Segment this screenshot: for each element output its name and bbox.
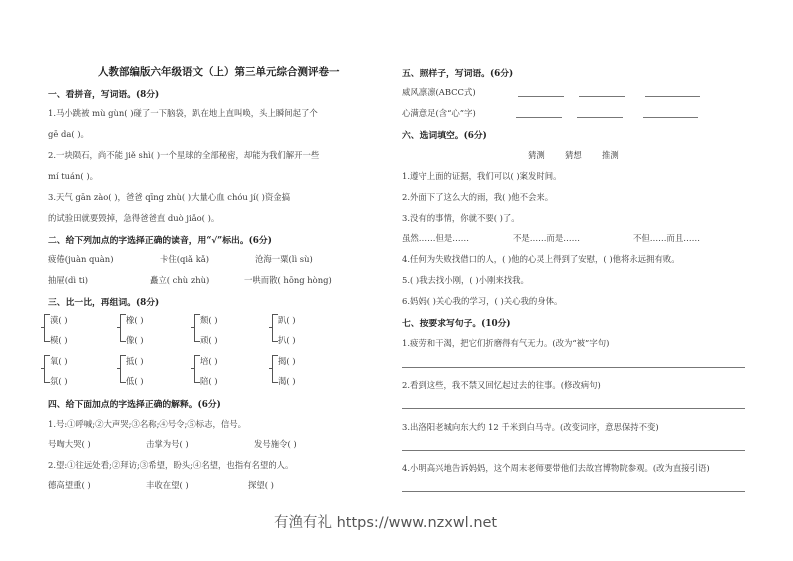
s6-line: 4.任何为失败找借口的人，( )他的心灵上得到了安慰，( )他将永远拥有败。 bbox=[402, 254, 680, 264]
s4-item[interactable]: 探望( ) bbox=[248, 480, 274, 490]
s3-word[interactable]: 抵( ) bbox=[126, 356, 144, 366]
s5-row-1-label: 威风凛凛(ABCC式) bbox=[402, 87, 476, 97]
s3-word[interactable]: 趴( ) bbox=[278, 315, 296, 325]
s3-word[interactable]: 模( ) bbox=[50, 335, 68, 345]
s7-item: 3.出洛阳老城向东大约 12 千米到白马寺。(改变词序，意思保持不变) bbox=[402, 422, 659, 432]
s3-word[interactable]: 氧( ) bbox=[50, 356, 68, 366]
s4-item[interactable]: 发号施令( ) bbox=[254, 439, 297, 449]
s4-def-1: 1.号:①呼喊;②大声哭;③名称;④号令;⑤标志，信号。 bbox=[48, 419, 246, 429]
section-1-heading: 一、看拼音，写词语。(8分) bbox=[48, 90, 160, 100]
s3-word[interactable]: 颓( ) bbox=[200, 315, 218, 325]
s7-answer-line[interactable] bbox=[402, 491, 745, 492]
watermark: 有渔有礼 https://www.nzxwl.net bbox=[274, 515, 498, 531]
section-7-heading: 七、按要求写句子。(10分) bbox=[402, 319, 511, 329]
s5-answer-blank[interactable] bbox=[518, 95, 564, 97]
s2-item[interactable]: 一哄而散( hōng hòng) bbox=[244, 275, 332, 285]
s3-word[interactable]: 培( ) bbox=[200, 356, 218, 366]
s2-item[interactable]: 卡住(qiǎ kǎ) bbox=[160, 254, 210, 264]
s3-word[interactable]: 橡( ) bbox=[126, 315, 144, 325]
s4-item[interactable]: 击掌为号( ) bbox=[146, 439, 189, 449]
s7-answer-line[interactable] bbox=[402, 367, 745, 368]
s7-answer-line[interactable] bbox=[402, 408, 745, 409]
s3-word[interactable]: 漠( ) bbox=[50, 315, 68, 325]
s2-item[interactable]: 沧海一粟(lì sù) bbox=[255, 254, 313, 264]
s5-answer-blank[interactable] bbox=[643, 116, 698, 118]
s3-word[interactable]: 顽( ) bbox=[200, 335, 218, 345]
s6-line: 3.没有的事情，你就不要( )了。 bbox=[402, 213, 520, 223]
s3-word[interactable]: 陪( ) bbox=[200, 376, 218, 386]
s4-item[interactable]: 号啕大哭( ) bbox=[48, 439, 91, 449]
s1-line-4: mí tuán( )。 bbox=[48, 171, 99, 181]
s6-conj: 不是……而是…… bbox=[513, 233, 580, 243]
s3-word[interactable]: 氛( ) bbox=[50, 376, 68, 386]
s6-line: 5.( )我去找小刚，( )小刚来找我。 bbox=[402, 275, 529, 285]
s5-answer-blank[interactable] bbox=[645, 95, 700, 97]
s6-line: 2.外面下了这么大的雨，我( )他不会来。 bbox=[402, 192, 554, 202]
s3-word[interactable]: 低( ) bbox=[126, 376, 144, 386]
s6-conj: 不但……而且…… bbox=[633, 233, 700, 243]
s3-word[interactable]: 渴( ) bbox=[278, 376, 296, 386]
section-6-heading: 六、选词填空。(6分) bbox=[402, 131, 487, 141]
s5-answer-blank[interactable] bbox=[579, 95, 625, 97]
page-title: 人教部编版六年级语文（上）第三单元综合测评卷一 bbox=[98, 66, 340, 78]
section-5-heading: 五、照样子，写词语。(6分) bbox=[402, 69, 514, 79]
s7-item: 1.疲劳和干渴，把它们折磨得有气无力。(改为“被”字句) bbox=[402, 338, 610, 348]
s5-answer-blank[interactable] bbox=[577, 116, 623, 118]
s2-item[interactable]: 抽屉(dì ti) bbox=[48, 275, 89, 285]
section-4-heading: 四、给下面加点的字选择正确的解释。(6分) bbox=[48, 400, 221, 410]
s4-item[interactable]: 德高望重( ) bbox=[48, 480, 91, 490]
s6-conj: 虽然……但是…… bbox=[402, 233, 469, 243]
s7-answer-line[interactable] bbox=[402, 450, 745, 451]
s3-word[interactable]: 像( ) bbox=[126, 335, 144, 345]
s1-line-3: 2.一块陨石，尚不能 jiě shì( )一个星球的全部秘密，却能为我们解开一些 bbox=[48, 150, 320, 160]
section-3-heading: 三、比一比，再组词。(8分) bbox=[48, 298, 160, 308]
s1-line-6: 的试验田就要毁掉，急得爸爸直 duò jiǎo( )。 bbox=[48, 213, 220, 223]
s5-answer-blank[interactable] bbox=[516, 116, 562, 118]
s6-word: 猜测 bbox=[528, 150, 545, 160]
s2-item[interactable]: 疲倦(juàn quàn) bbox=[48, 254, 114, 264]
s7-item: 4.小明高兴地告诉妈妈，这个周末老师要带他们去故宫博物院参观。(改为直接引语) bbox=[402, 463, 710, 473]
s1-line-1: 1.马小跳被 mù gùn( )碰了一下脑袋，趴在地上直叫唤，头上瞬间起了个 bbox=[48, 108, 318, 118]
section-2-heading: 二、给下列加点的字选择正确的读音，用“√”标出。(6分) bbox=[48, 236, 272, 246]
s6-word: 猜想 bbox=[565, 150, 582, 160]
s6-word: 推测 bbox=[602, 150, 619, 160]
s6-line: 6.妈妈( )关心我的学习，( )关心我的身体。 bbox=[402, 296, 563, 306]
s4-def-2: 2.望:①往远处看;②拜访;③希望，盼头;④名望，也指有名望的人。 bbox=[48, 460, 294, 470]
s3-word[interactable]: 扒( ) bbox=[278, 335, 296, 345]
s1-line-2: gē da( )。 bbox=[48, 129, 89, 139]
s5-row-2-label: 心满意足(含“心”字) bbox=[402, 108, 476, 118]
s2-item[interactable]: 矗立( chù zhù) bbox=[150, 275, 210, 285]
s6-line: 1.遵守上面的证据，我们可以( )案发时间。 bbox=[402, 171, 562, 181]
s1-line-5: 3.天气 gān zào( )，爸爸 qīng zhù( )大量心血 chóu jí( )资金搞 bbox=[48, 192, 291, 202]
s3-word[interactable]: 揭( ) bbox=[278, 356, 296, 366]
s4-item[interactable]: 丰收在望( ) bbox=[146, 480, 189, 490]
s7-item: 2.看到这些，我不禁又回忆起过去的往事。(修改病句) bbox=[402, 380, 601, 390]
